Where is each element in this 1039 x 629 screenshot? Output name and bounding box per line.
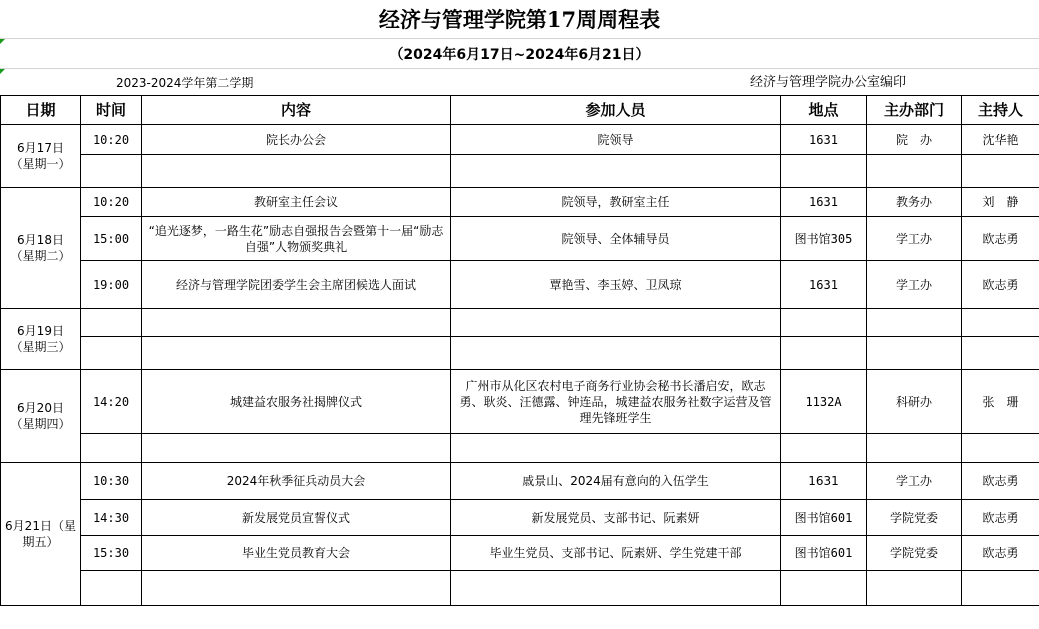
dept-cell: 学工办 [867,261,962,309]
dept-cell: 学院党委 [867,536,962,571]
empty-cell [81,155,142,188]
compiler-label: 经济与管理学院办公室编印 [750,75,907,90]
time-cell: 10:30 [81,463,142,500]
host-cell: 张 珊 [962,370,1039,434]
participants-cell: 院领导、全体辅导员 [451,217,781,261]
date-cell [1,463,81,606]
content-cell: 2024年秋季征兵动员大会 [142,463,451,500]
dept-cell: 教务办 [867,188,962,217]
participants-cell: 院领导 [451,125,781,155]
participants-cell: 院领导，教研室主任 [451,188,781,217]
date-cell [1,125,81,188]
empty-cell [142,571,451,606]
time-cell: 10:20 [81,188,142,217]
dept-cell: 学工办 [867,217,962,261]
empty-cell [81,309,142,337]
location-cell: 1631 [781,261,867,309]
participants-cell: 毕业生党员、支部书记、阮素妍、学生党建干部 [451,536,781,571]
location-cell: 图书馆305 [781,217,867,261]
date-text: 6月18日 [17,233,64,247]
header-date: 日期 [1,96,81,125]
dept-cell: 学工办 [867,463,962,500]
empty-cell [962,309,1039,337]
host-cell: 欧志勇 [962,217,1039,261]
empty-cell [867,571,962,606]
weekday-text: （星期四） [10,417,71,431]
empty-cell [142,155,451,188]
empty-cell [962,155,1039,188]
participants-cell: 广州市从化区农村电子商务行业协会秘书长潘启安，欧志勇、耿炎、汪德露、钟连品，城建益农服务社数字运营及管理先锋班学生 [451,370,781,434]
header-host: 主持人 [962,96,1039,125]
time-cell: 19:00 [81,261,142,309]
empty-cell [781,337,867,370]
location-cell: 1631 [781,125,867,155]
table-row [1,155,1039,188]
table-row [1,463,1039,500]
grid-line [0,38,1039,39]
empty-cell [451,434,781,463]
date-text: 6月17日 [17,141,64,155]
header-dept: 主办部门 [867,96,962,125]
empty-cell [142,337,451,370]
empty-cell [867,155,962,188]
semester-label: 2023-2024学年第二学期 [116,76,254,90]
location-cell: 1631 [781,463,867,500]
participants-cell: 覃艳雪、李玉婷、卫凤琼 [451,261,781,309]
table-row [1,370,1039,434]
empty-cell [81,571,142,606]
date-text: 6月21日（星期五） [5,519,76,549]
empty-cell [962,571,1039,606]
table-row [1,536,1039,571]
header-location: 地点 [781,96,867,125]
empty-cell [867,309,962,337]
location-cell: 图书馆601 [781,536,867,571]
empty-cell [81,337,142,370]
empty-cell [781,155,867,188]
empty-cell [451,155,781,188]
date-cell [1,370,81,463]
dept-cell: 学院党委 [867,500,962,536]
weekday-text: （星期三） [10,340,71,354]
header-time: 时间 [81,96,142,125]
header-participants: 参加人员 [451,96,781,125]
empty-cell [451,337,781,370]
content-cell: “追光逐梦，一路生花”励志自强报告会暨第十一届“励志自强”人物颁奖典礼 [142,217,451,261]
empty-cell [962,434,1039,463]
cell-marker [0,69,5,74]
host-cell: 欧志勇 [962,463,1039,500]
table-row [1,261,1039,309]
empty-cell [451,309,781,337]
time-cell: 15:30 [81,536,142,571]
empty-cell [451,571,781,606]
content-cell: 毕业生党员教育大会 [142,536,451,571]
host-cell: 欧志勇 [962,500,1039,536]
empty-cell [962,337,1039,370]
table-row [1,309,1039,337]
table-row [1,217,1039,261]
content-cell: 新发展党员宣誓仪式 [142,500,451,536]
host-cell: 刘 静 [962,188,1039,217]
table-row [1,434,1039,463]
host-cell: 欧志勇 [962,261,1039,309]
participants-cell: 戚景山、2024届有意向的入伍学生 [451,463,781,500]
empty-cell [781,434,867,463]
location-cell: 图书馆601 [781,500,867,536]
header-row [1,96,1039,125]
empty-cell [781,309,867,337]
content-cell: 院长办公会 [142,125,451,155]
empty-cell [781,571,867,606]
weekday-text: （星期一） [10,157,71,171]
host-cell: 欧志勇 [962,536,1039,571]
location-cell: 1631 [781,188,867,217]
empty-cell [867,337,962,370]
empty-cell [142,309,451,337]
date-cell [1,188,81,309]
table-row [1,337,1039,370]
content-cell: 教研室主任会议 [142,188,451,217]
weekday-text: （星期二） [10,249,71,263]
time-cell: 10:20 [81,125,142,155]
date-cell [1,309,81,370]
empty-cell [81,434,142,463]
table-row [1,125,1039,155]
schedule-table [0,95,1039,606]
time-cell: 14:30 [81,500,142,536]
dept-cell: 科研办 [867,370,962,434]
location-cell: 1132A [781,370,867,434]
participants-cell: 新发展党员、支部书记、阮素妍 [451,500,781,536]
table-row [1,500,1039,536]
host-cell: 沈华艳 [962,125,1039,155]
empty-cell [142,434,451,463]
dept-cell: 院 办 [867,125,962,155]
page-title: 经济与管理学院第17周周程表 [378,7,661,32]
date-text: 6月20日 [17,401,64,415]
date-text: 6月19日 [17,324,64,338]
empty-cell [867,434,962,463]
content-cell: 城建益农服务社揭牌仪式 [142,370,451,434]
content-cell: 经济与管理学院团委学生会主席团候选人面试 [142,261,451,309]
table-row [1,571,1039,606]
time-cell: 15:00 [81,217,142,261]
page-subtitle: （2024年6月17日~2024年6月21日） [389,47,650,63]
time-cell: 14:20 [81,370,142,434]
table-row [1,188,1039,217]
header-content: 内容 [142,96,451,125]
